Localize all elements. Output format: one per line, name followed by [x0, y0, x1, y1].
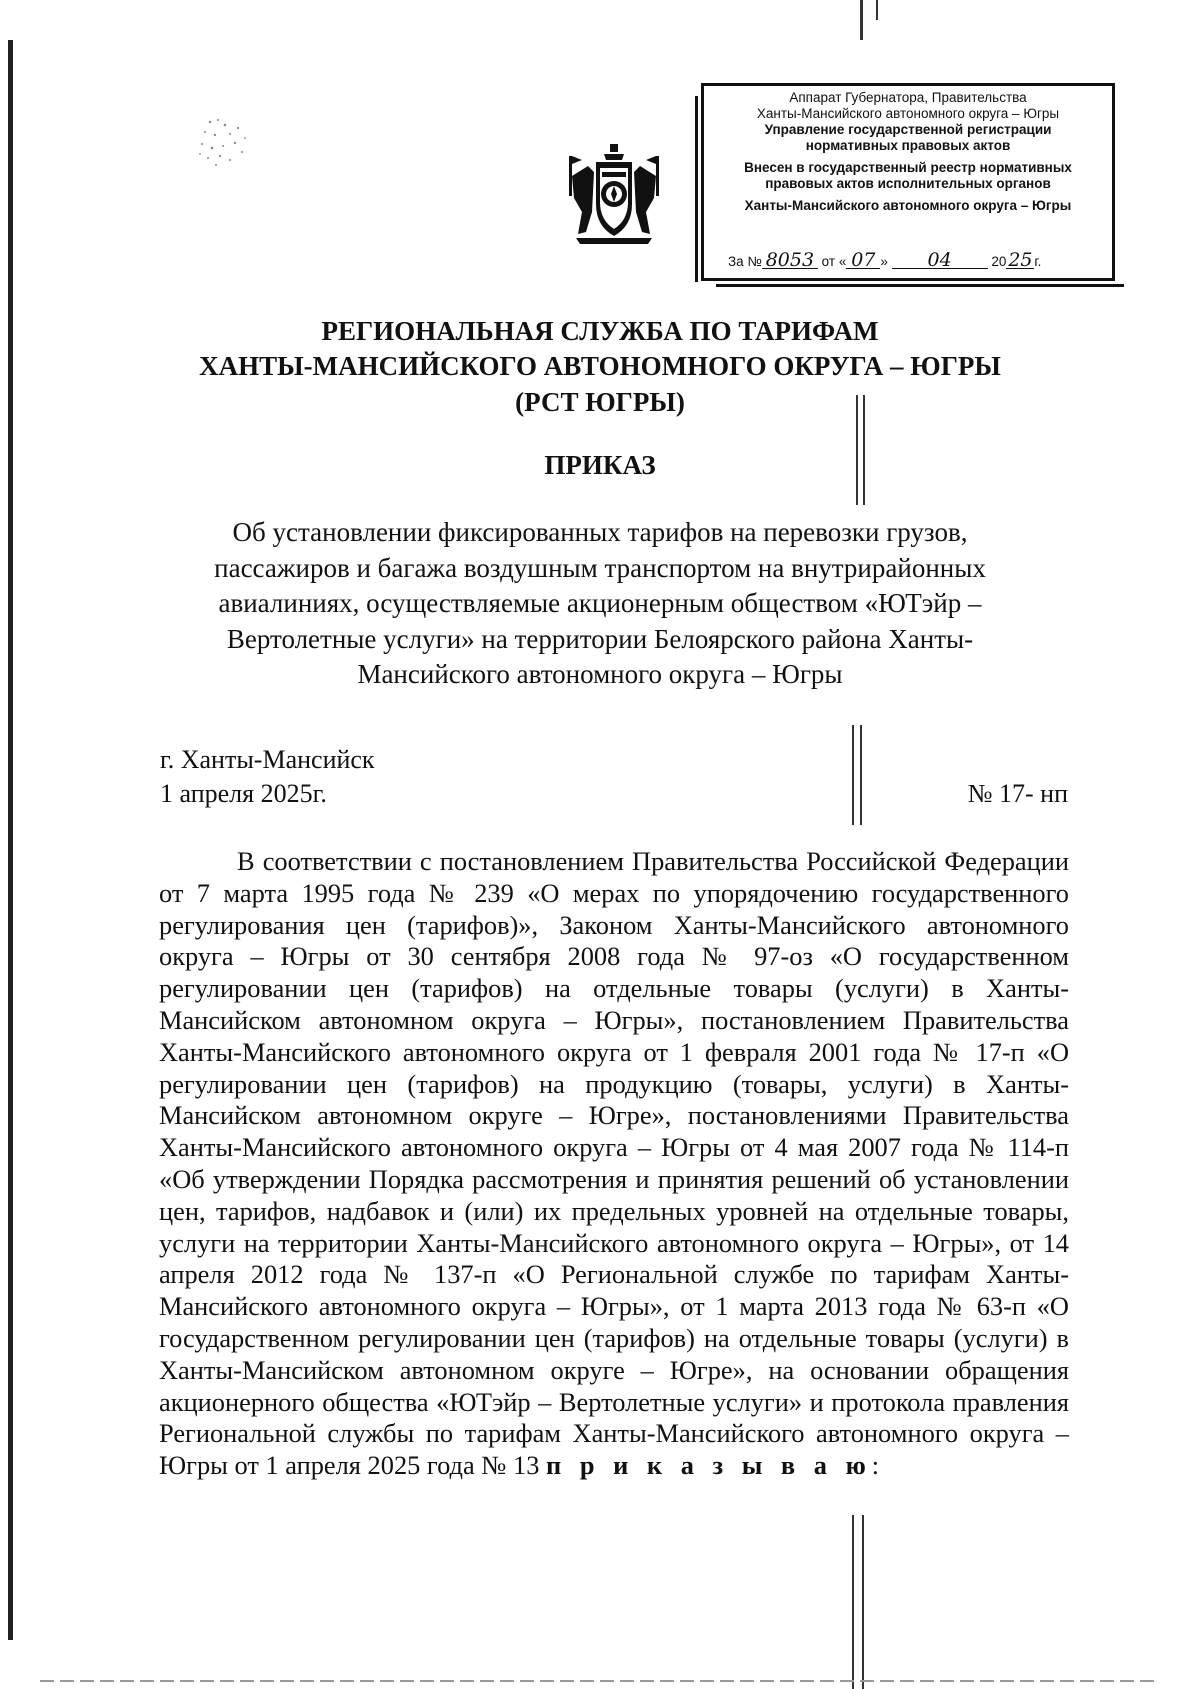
stamp-line: нормативных правовых актов — [805, 138, 1011, 153]
body-text: В соответствии с постановлением Правительства Российской Федерации от 7 марта 1995 года № 239 «О мерах по упорядочению государственного регулирования цен (тарифов)», Законом Ханты-Мансийского автономного округа – Югры от 30 сентября 2008 года № 97-оз «О государственном регулировании цен (тарифов) на отдельные товары (услуги) в Ханты-Мансийском автономном округа – Югры», постановлением Правительства Ханты-Мансийского автономного округа от 1 февраля 2001 года № 17-п «О регулировании цен (тарифов) на продукцию (товары, услуги) в Ханты-Мансийском автономном округе – Югре», постановлениями Правительства Ханты-Мансийского автономного округа – Югры от 4 мая 2007 года № 114-п «Об утверждении Порядка рассмотрения и принятия решений об установлении цен, тарифов, надбавок и (или) их предельных уровней на отдельные товары, услуги на территории Ханты-Мансийского автономного округа – Югры», от 14 апреля 2012 года № 137-п «О Региональной службе по тарифам Ханты-Мансийского автономного округа – Югры», от 1 марта 2013 года № 63-п «О государственном регулировании цен (тарифов) на отдельные товары (услуги) в Ханты-Мансийском автономном округе – Югре», на основании обращения акционерного общества «ЮТэйр – Вертолетные услуги» и протокола правления Региональной службы по тарифам Ханты-Мансийского автономного округа – Югры от 1 апреля 2025 года № 13 — [159, 846, 1069, 1481]
body-paragraph — [159, 846, 1069, 1482]
agency-name-line: ХАНТЫ-МАНСИЙСКОГО АВТОНОМНОГО ОКРУГА – ЮГРЫ — [199, 351, 1001, 381]
stamp-reg-month: 04 — [892, 252, 988, 269]
stamp-reg-day: 07 — [846, 252, 880, 269]
body-end: : — [871, 1450, 880, 1481]
scan-mark — [860, 0, 863, 40]
scan-mark — [852, 1515, 866, 1689]
order-subject: Об установлении фиксированных тарифов на перевозки грузов, пассажиров и багажа воздушным транспортом на внутрирайонных авиалиниях, осуществляемые акционерным обществом «ЮТэйр – Вертолетные услуги» на территории Белоярского района Ханты-Мансийского автономного округа – Югры — [214, 517, 986, 689]
document-date: 1 апреля 2025г. — [160, 779, 327, 808]
stamp-line: Внесен в государственный реестр нормативных — [744, 160, 1072, 175]
scan-dashed-line — [40, 1680, 1160, 1682]
stamp-line: Ханты-Мансийского автономного округа – Югры — [756, 106, 1060, 121]
stamp-reg-number: 8053 — [762, 252, 818, 269]
stamp-line: Управление государственной регистрации — [764, 122, 1052, 137]
agency-abbreviation: (РСТ ЮГРЫ) — [515, 387, 685, 417]
stamp-reg-year: 25 — [1008, 249, 1033, 271]
stamp-line: правовых актов исполнительных органов — [765, 176, 1051, 191]
registration-stamp — [701, 83, 1115, 281]
stamp-registration-line — [728, 249, 1104, 271]
coat-of-arms-icon — [566, 142, 662, 246]
stamp-reg-year-prefix: 20 — [991, 254, 1007, 269]
document-city: г. Ханты-Мансийск — [160, 745, 375, 774]
document-type-title: ПРИКАЗ — [544, 450, 656, 480]
agency-name-line: РЕГИОНАЛЬНАЯ СЛУЖБА ПО ТАРИФАМ — [321, 316, 879, 346]
stamp-reg-year-end: г. — [1034, 254, 1042, 269]
scan-mark — [850, 725, 862, 825]
scan-smudge — [190, 110, 260, 175]
body-emphasis: п р и к а з ы в а ю — [546, 1450, 872, 1481]
stamp-line: Ханты-Мансийского автономного округа – Югры — [744, 198, 1072, 213]
stamp-reg-from: от « — [821, 254, 847, 269]
scan-mark — [876, 0, 878, 20]
stamp-reg-prefix: За № — [728, 254, 762, 269]
scan-edge-line — [8, 40, 13, 1640]
stamp-reg-quote: » — [880, 254, 888, 269]
stamp-line: Аппарат Губернатора, Правительства — [789, 90, 1027, 105]
document-number: № 17- нп — [967, 779, 1068, 808]
